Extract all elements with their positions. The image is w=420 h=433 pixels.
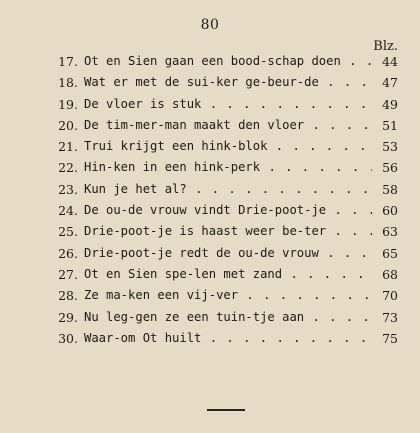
entry-number: 18. (58, 75, 78, 91)
entry-number: 21. (58, 139, 78, 155)
entry-title: Ot en Sien gaan een bood-schap doen . . . (84, 51, 372, 72)
table-of-contents (0, 51, 420, 349)
entry-number: 29. (58, 309, 78, 325)
toc-entry (0, 157, 420, 178)
toc-entry (0, 307, 420, 328)
toc-entry (0, 243, 420, 264)
entry-title: De vloer is stuk . . . (84, 94, 372, 115)
entry-page: 68 (382, 266, 398, 282)
page-column-header: Blz. (373, 39, 398, 54)
entry-page: 63 (382, 224, 398, 240)
toc-entry (0, 72, 420, 93)
entry-title: Nu leg-gen ze een tuin-tje aan . . . (84, 307, 372, 328)
entry-title: Kun je het al? . . . (84, 179, 372, 200)
entry-title: Ot en Sien spe-len met zand . . . (84, 264, 372, 285)
closing-rule (207, 409, 245, 411)
toc-entry (0, 51, 420, 72)
entry-title: Drie-poot-je is haast weer be-ter . . . (84, 221, 372, 242)
entry-title: Waar-om Ot huilt . . . (84, 328, 372, 349)
entry-number: 17. (58, 54, 78, 69)
page-number: 80 (200, 17, 220, 33)
entry-number: 24. (58, 203, 78, 219)
entry-number: 30. (58, 330, 78, 346)
entry-title: Trui krijgt een hink-blok . . . (84, 136, 372, 157)
entry-number: 20. (58, 117, 78, 133)
entry-page: 73 (382, 309, 398, 325)
entry-page: 49 (382, 96, 398, 112)
entry-number: 27. (58, 266, 78, 282)
toc-entry (0, 115, 420, 136)
toc-entry (0, 328, 420, 349)
toc-entry (0, 200, 420, 221)
entry-page: 44 (382, 54, 398, 69)
entry-title: De ou-de vrouw vindt Drie-poot-je . . . (84, 200, 372, 221)
entry-number: 28. (58, 288, 78, 304)
entry-title: Drie-poot-je redt de ou-de vrouw . . . (84, 243, 372, 264)
entry-number: 23. (58, 181, 78, 197)
toc-entry (0, 264, 420, 285)
entry-title: Hin-ken in een hink-perk . . . (84, 157, 372, 178)
entry-page: 60 (382, 203, 398, 219)
entry-title: De tim-mer-man maakt den vloer . . . (84, 115, 372, 136)
entry-page: 58 (382, 181, 398, 197)
entry-page: 56 (382, 160, 398, 176)
entry-page: 70 (382, 288, 398, 304)
entry-number: 19. (58, 96, 78, 112)
entry-number: 25. (58, 224, 78, 240)
entry-page: 65 (382, 245, 398, 261)
entry-page: 47 (382, 75, 398, 91)
entry-page: 53 (382, 139, 398, 155)
toc-entry (0, 94, 420, 115)
entry-number: 26. (58, 245, 78, 261)
toc-entry (0, 221, 420, 242)
entry-page: 51 (382, 117, 398, 133)
toc-entry (0, 179, 420, 200)
entry-page: 75 (382, 330, 398, 346)
entry-title: Ze ma-ken een vij-ver . . . (84, 285, 372, 306)
entry-title: Wat er met de sui-ker ge-beur-de . . . (84, 72, 372, 93)
toc-entry (0, 136, 420, 157)
entry-number: 22. (58, 160, 78, 176)
toc-entry (0, 285, 420, 306)
